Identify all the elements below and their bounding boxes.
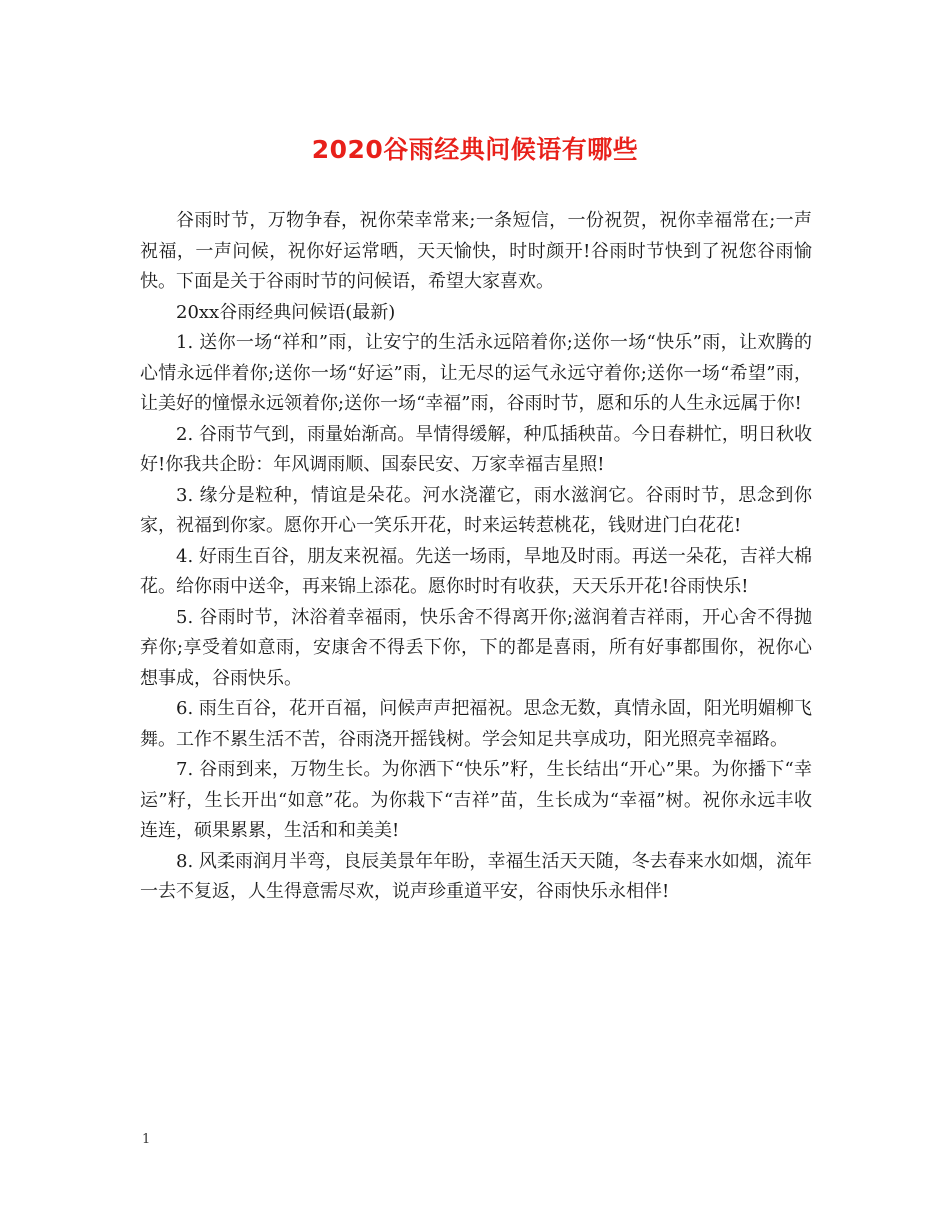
- page-number: 1: [142, 1132, 151, 1147]
- greeting-item-5: 5. 谷雨时节，沐浴着幸福雨，快乐舍不得离开你;滋润着吉祥雨，开心舍不得抛弃你;享受着如意雨，安康舍不得丢下你，下的都是喜雨，所有好事都围你，祝你心想事成，谷雨快乐。: [140, 606, 812, 689]
- section-heading: 20xx谷雨经典问候语(最新): [176, 301, 396, 323]
- document-body: [140, 206, 812, 908]
- greeting-item-2: 2. 谷雨节气到，雨量始渐高。旱情得缓解，种瓜插秧苗。今日春耕忙，明日秋收好!你我共企盼：年风调雨顺、国泰民安、万家幸福吉星照!: [140, 423, 812, 475]
- greeting-item-3: 3. 缘分是粒种，情谊是朵花。河水浇灌它，雨水滋润它。谷雨时节，思念到你家，祝福到你家。愿你开心一笑乐开花，时来运转惹桃花，钱财进门白花花!: [140, 484, 812, 536]
- greeting-item-8: 8. 风柔雨润月半弯，良辰美景年年盼，幸福生活天天随，冬去春来水如烟，流年一去不复返，人生得意需尽欢，说声珍重道平安，谷雨快乐永相伴!: [140, 850, 812, 902]
- greeting-item-1: 1. 送你一场“祥和”雨，让安宁的生活永远陪着你;送你一场“快乐”雨，让欢腾的心情永远伴着你;送你一场“好运”雨，让无尽的运气永远守着你;送你一场“希望”雨，让美好的憧憬永远领着你;送你一场“幸福”雨，谷雨时节，愿和乐的人生永远属于你!: [140, 332, 812, 414]
- greeting-item-7: 7. 谷雨到来，万物生长。为你洒下“快乐”籽，生长结出“开心”果。为你播下“幸运”籽，生长开出“如意”花。为你栽下“吉祥”苗，生长成为“幸福”树。祝你永远丰收连连，硕果累累，生活和和美美!: [140, 759, 812, 841]
- document-title: 2020谷雨经典问候语有哪些: [311, 135, 639, 164]
- greeting-item-4: 4. 好雨生百谷，朋友来祝福。先送一场雨，旱地及时雨。再送一朵花，吉祥大棉花。给你雨中送伞，再来锦上添花。愿你时时有收获，天天乐开花!谷雨快乐!: [140, 545, 812, 597]
- greeting-item-6: 6. 雨生百谷，花开百福，问候声声把福祝。思念无数，真情永固，阳光明媚柳飞舞。工作不累生活不苦，谷雨浇开摇钱树。学会知足共享成功，阳光照亮幸福路。: [140, 698, 812, 750]
- intro-paragraph: 谷雨时节，万物争春，祝你荣幸常来;一条短信，一份祝贺，祝你幸福常在;一声祝福，一声问候，祝你好运常晒，天天愉快，时时颜开!谷雨时节快到了祝您谷雨愉快。下面是关于谷雨时节的问候语，希望大家喜欢。: [140, 210, 812, 292]
